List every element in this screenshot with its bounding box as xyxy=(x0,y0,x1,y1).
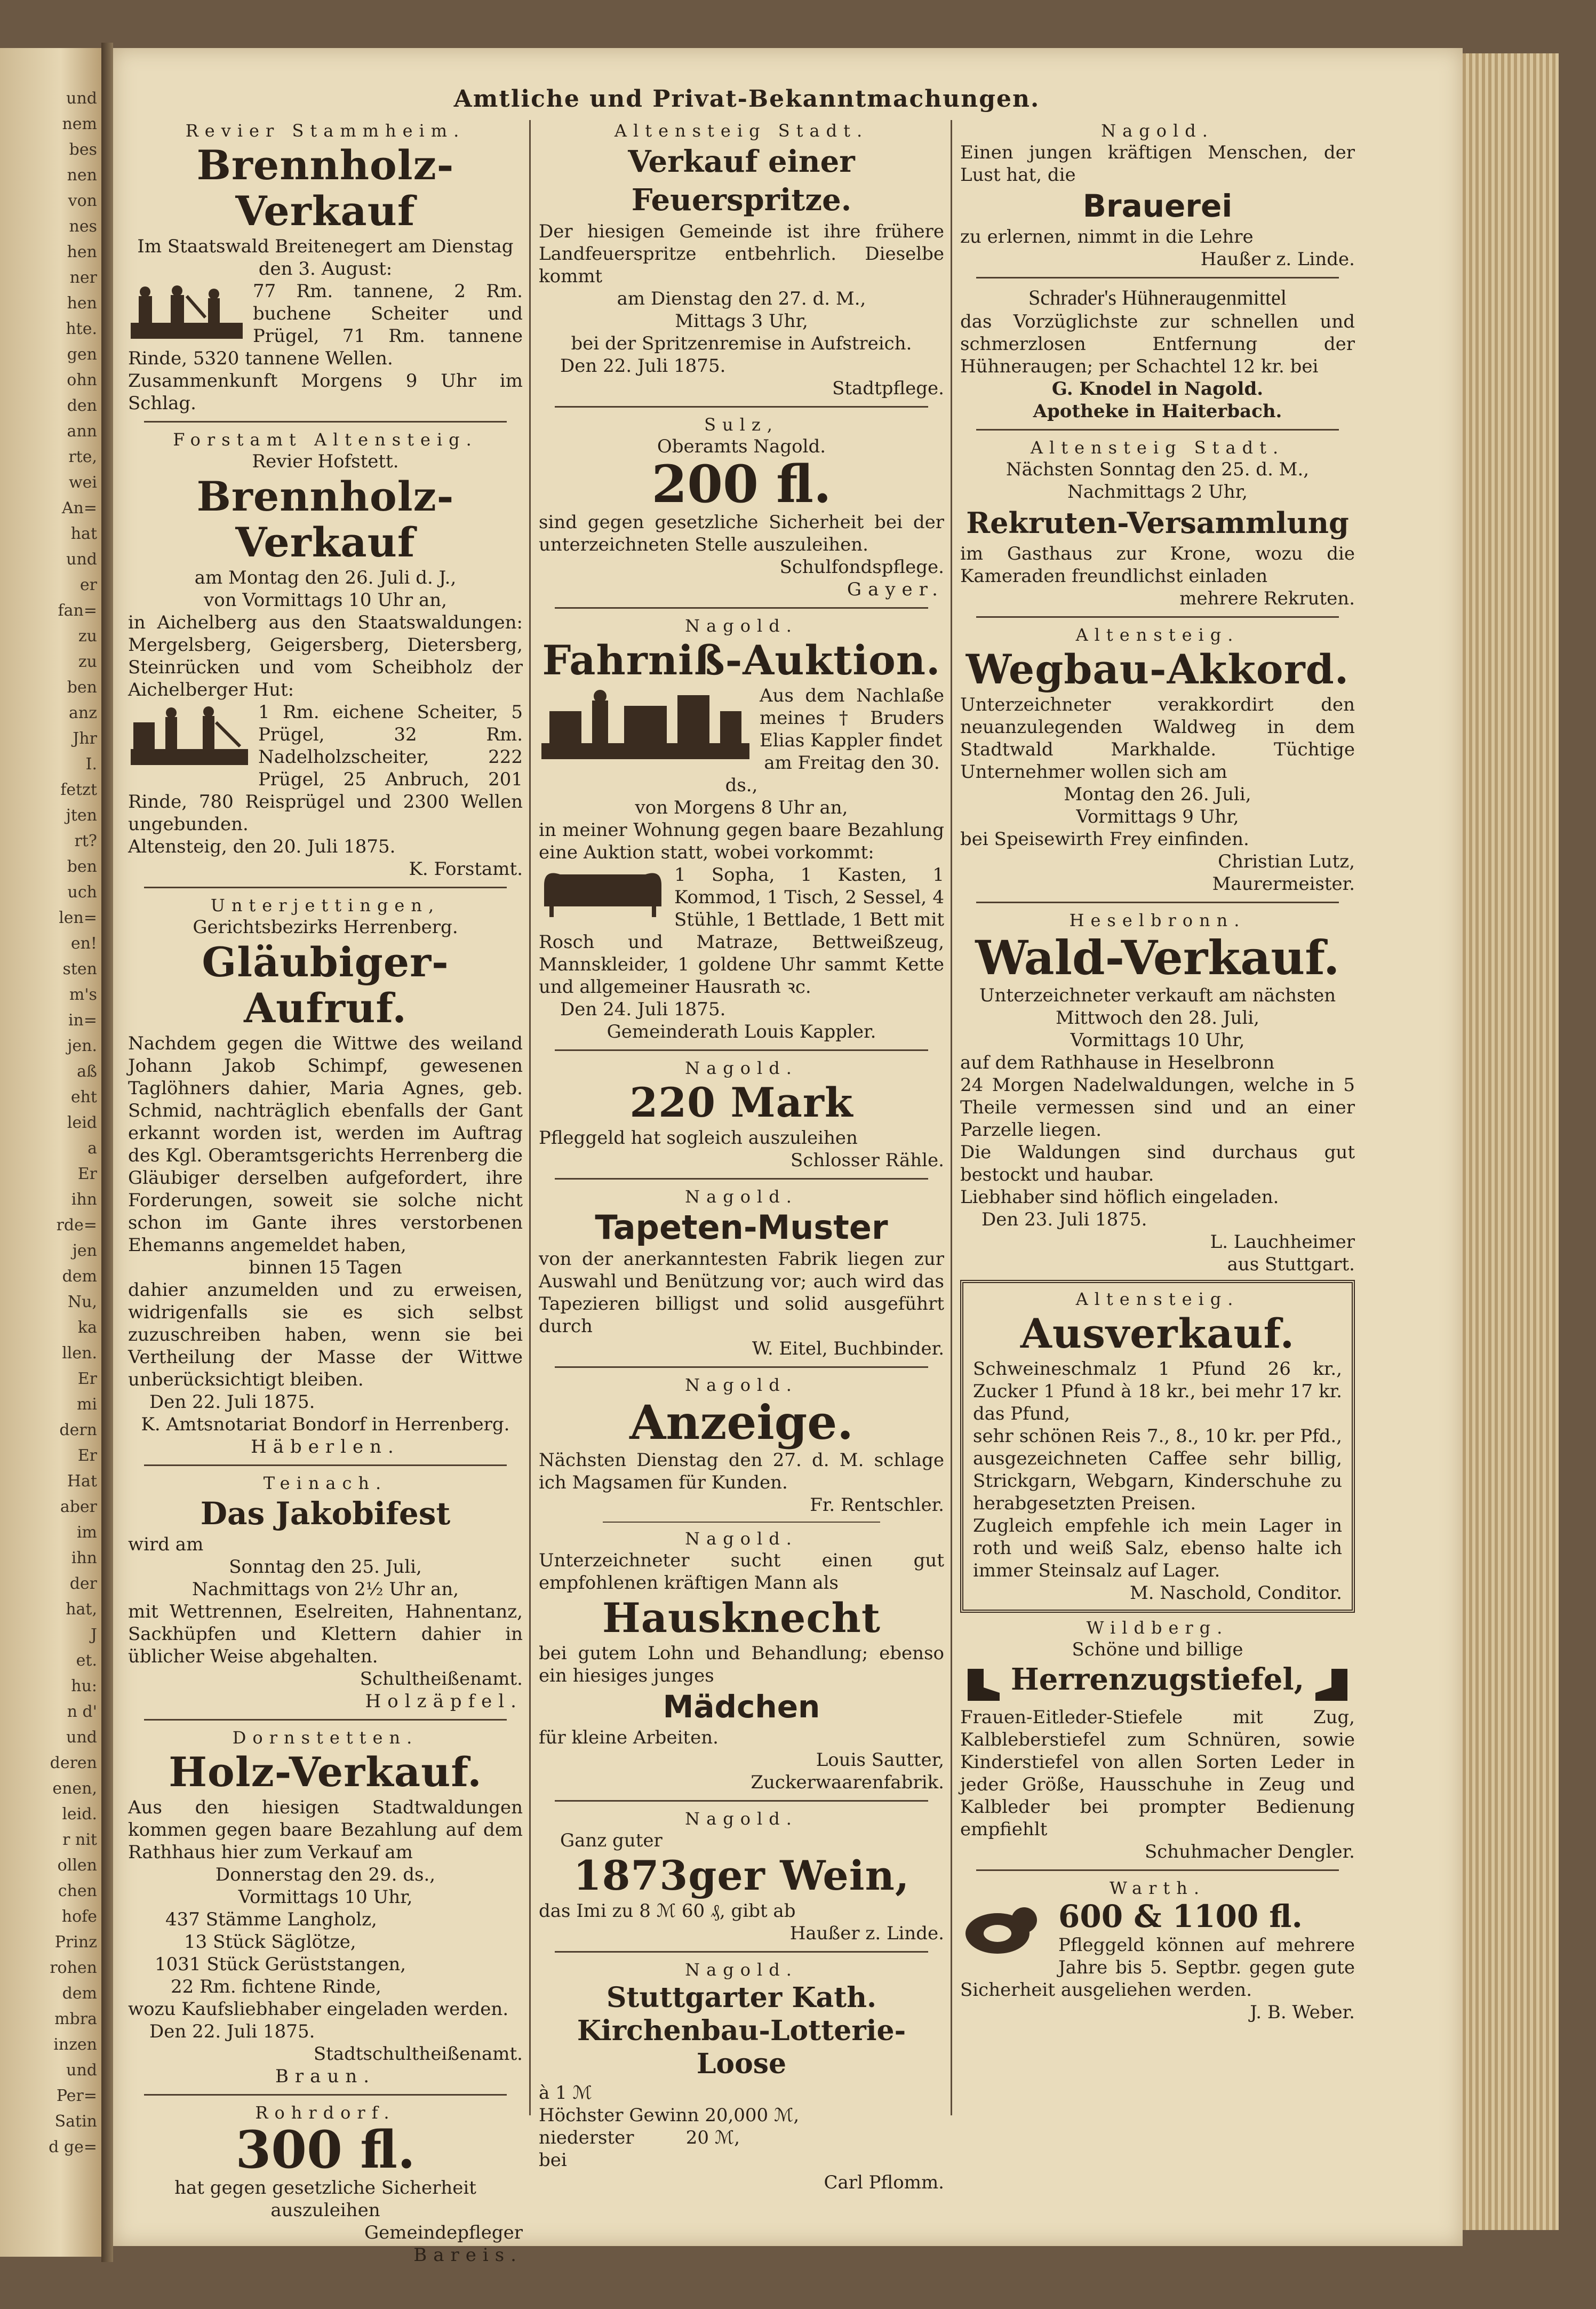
left-page-text-fragment: und xyxy=(66,89,97,108)
ad-title: Stuttgarter Kath. Kirchenbau-Lotterie-Loose xyxy=(577,1981,906,2080)
left-page-text-fragment: Nu, xyxy=(67,1293,97,1311)
ad-text: Nachmittags 2 Uhr, xyxy=(1067,481,1248,503)
divider xyxy=(976,277,1339,278)
left-page-text-fragment: anz xyxy=(68,704,97,722)
ad-text: Ganz guter xyxy=(560,1830,663,1851)
ad-text: Unterzeichneter verkauft am nächsten xyxy=(979,985,1336,1006)
ad-date: Den 22. Juli 1875. xyxy=(149,1391,315,1413)
ad-time: von Vormittags 10 Uhr an, xyxy=(204,590,447,611)
left-page-text-fragment: d ge= xyxy=(49,2138,97,2156)
ad-text: am Dienstag den 27. d. M., xyxy=(617,288,866,309)
divider xyxy=(555,1178,928,1180)
left-page-text-fragment: eht xyxy=(70,1088,97,1106)
left-page-text-fragment: gen xyxy=(67,345,97,364)
column-rule xyxy=(529,120,531,2115)
left-page-text-fragment: ner xyxy=(69,268,97,287)
column-2 xyxy=(539,120,944,2194)
ad-text: Donnerstag den 29. ds., xyxy=(215,1864,436,1885)
ad-date: Den 23. Juli 1875. xyxy=(981,1209,1147,1230)
left-page-text-fragment: rt? xyxy=(74,832,97,850)
ad-pfleggeld-warth xyxy=(960,1877,1355,2024)
woodcut-illustration xyxy=(128,280,245,344)
ad-subplace: Revier Hofstett. xyxy=(252,451,399,472)
left-page-text-fragment: deren xyxy=(50,1754,97,1772)
left-page-text-fragment: nes xyxy=(69,217,97,236)
ad-text: Einen jungen kräftigen Menschen, der Lust hat, die xyxy=(960,142,1355,186)
ad-place: Altensteig Stadt. xyxy=(614,121,869,141)
left-page-text-fragment: hen xyxy=(67,243,97,261)
ad-title: Gläubiger-Aufruf. xyxy=(202,938,449,1032)
left-page-text-fragment: Jhr xyxy=(73,729,97,748)
ad-text: Nachmittags von 2½ Uhr an, xyxy=(191,1579,459,1600)
ad-signature: Haußer z. Linde. xyxy=(1200,249,1355,270)
left-page-text-fragment: hen xyxy=(67,294,97,313)
ad-signature: Gemeindepfleger xyxy=(364,2222,523,2243)
ad-date: Den 24. Juli 1875. xyxy=(560,999,726,1020)
page-header: Amtliche und Privat-Bekanntmachungen. xyxy=(453,85,1040,113)
left-page-text-fragment: ohn xyxy=(67,371,97,389)
left-page-text-fragment: aß xyxy=(77,1062,97,1081)
ad-subplace: Oberamts Nagold. xyxy=(657,436,826,457)
left-page-text-fragment: uch xyxy=(67,883,97,902)
left-page-text-fragment: und xyxy=(66,2061,97,2080)
ad-signature: Gayer. xyxy=(847,579,944,600)
ad-text: Der hiesigen Gemeinde ist ihre frühere Landfeuerspritze entbehrlich. Dieselbe kommt xyxy=(539,221,944,287)
ad-herrenzugstiefel xyxy=(960,1617,1355,1871)
ad-signature: Christian Lutz, xyxy=(1218,851,1355,872)
left-page-text-fragment: zu xyxy=(78,627,97,646)
ad-text: Nachdem gegen die Wittwe des weiland Johann Jakob Schimpf, gewesenen Taglöhners dahier, Maria Agnes, geb. Schmid, nachträglich ebenfalls der Gant erkannt worden ist, werden im Auftrag des Kgl. Oberamtsgerichts Herrenberg die Gläubiger derselben aufgefordert, ihre Forderungen, soweit sie solche nicht schon im Gante ihres verstorbenen Ehemanns angemeldet haben, xyxy=(128,1033,523,1256)
ad-title: Mädchen xyxy=(663,1689,820,1725)
left-page-text-fragment: ann xyxy=(67,422,97,441)
ad-text: bei gutem Lohn und Behandlung; ebenso ein hiesiges junges xyxy=(539,1643,944,1686)
left-page-text-fragment: er xyxy=(79,576,97,594)
ad-place: Sulz, xyxy=(704,415,779,435)
ad-text: Mittwoch den 28. Juli, xyxy=(1056,1007,1259,1029)
left-page-text-fragment: J xyxy=(90,1626,97,1644)
ad-signature: Häberlen. xyxy=(251,1436,400,1458)
ad-signature: aus Stuttgart. xyxy=(1227,1254,1355,1275)
ad-text: niederster 20 ℳ, xyxy=(539,2127,740,2148)
left-page-text-fragment: Per= xyxy=(56,2087,97,2105)
ad-anzeige xyxy=(539,1374,944,1523)
ad-text: binnen 15 Tagen xyxy=(249,1257,402,1278)
ad-text: im Gasthaus zur Krone, wozu die Kameraden freundlichst einladen xyxy=(960,543,1355,587)
ad-text: Aus dem Nachlaße meines † Bruders Elias Kappler findet xyxy=(760,685,944,751)
left-page-text-fragment: inzen xyxy=(53,2035,97,2054)
ad-text: 1 Rm. eichene Scheiter, 5 Prügel, 32 Rm. Nadelholzscheiter, 222 Prügel, 25 Anbruch, 201 Rinde, 780 Reisprügel und 2300 Wellen ungebunden. xyxy=(128,702,523,835)
left-page-text-fragment: ka xyxy=(77,1318,97,1337)
left-page-text-fragment: sten xyxy=(62,960,97,978)
ad-place: Revier Stammheim. xyxy=(185,121,466,141)
ad-signature: Holzäpfel. xyxy=(365,1691,523,1712)
left-page-text-fragment: rde= xyxy=(56,1216,97,1235)
left-page-text-fragment: dern xyxy=(59,1421,97,1439)
divider xyxy=(603,1522,880,1523)
ad-title: Herrenzugstiefel, xyxy=(1010,1662,1305,1697)
divider xyxy=(555,1951,928,1953)
left-page-text-fragment: wei xyxy=(68,473,97,492)
divider xyxy=(555,406,928,408)
left-page-text-fragment: leid xyxy=(67,1113,97,1132)
ad-title: Anzeige. xyxy=(629,1395,853,1450)
ad-signature: Fr. Rentschler. xyxy=(810,1494,944,1516)
left-page-text-fragment: jen xyxy=(72,1241,97,1260)
column-3 xyxy=(960,120,1355,2024)
left-page-text-fragment: nem xyxy=(62,115,97,133)
left-page-text-fragment: llen. xyxy=(62,1344,97,1363)
left-page-text-fragment: r nit xyxy=(62,1830,97,1849)
ad-place: Nagold. xyxy=(685,616,798,636)
ad-date: Den 22. Juli 1875. xyxy=(149,2021,315,2042)
ad-title: Ausverkauf. xyxy=(1020,1310,1295,1357)
left-page-text-fragment: hu: xyxy=(71,1677,97,1695)
ad-text: bei der Spritzenremise in Aufstreich. xyxy=(571,333,912,354)
left-page-text-fragment: hofe xyxy=(61,1907,97,1926)
ad-text: das Imi zu 8 ℳ 60 ₰, gibt ab xyxy=(539,1900,796,1922)
left-page-text-fragment: Er xyxy=(77,1165,97,1183)
page-edges xyxy=(1463,53,1559,2230)
left-page-text-fragment: jen. xyxy=(67,1037,97,1055)
ad-text: Sonntag den 25. Juli, xyxy=(229,1556,422,1578)
ad-text: G. Knodel in Nagold. xyxy=(1051,378,1264,400)
left-page-text-fragment: und xyxy=(66,550,97,569)
ad-text: sehr schönen Reis 7., 8., 10 kr. per Pfd., ausgezeichneten Caffee sehr billig, Strickgarn, Webgarn, Kinderschuhe zu herabgesetzten Preisen. xyxy=(973,1426,1342,1514)
ad-text: hat gegen gesetzliche Sicherheit auszuleihen xyxy=(174,2177,476,2221)
left-page-text-fragment: An= xyxy=(61,499,97,517)
ad-signature: J. B. Weber. xyxy=(1250,2002,1355,2023)
ad-text: Höchster Gewinn 20,000 ℳ, xyxy=(539,2105,800,2126)
ad-place: Wildberg. xyxy=(1086,1618,1229,1638)
left-page-text-fragment: m's xyxy=(69,985,97,1004)
left-page-text-fragment: ihn xyxy=(71,1549,97,1567)
ad-place: Nagold. xyxy=(685,1058,798,1078)
ad-text: Pfleggeld können auf mehrere Jahre bis 5. Septbr. gegen gute Sicherheit ausgeliehen werden. xyxy=(960,1934,1355,2001)
ad-text: in Aichelberg aus den Staatswaldungen: Mergelsberg, Geigersberg, Dietersberg, Steinrücken und vom Scheibholz der Aichelberger Hut: xyxy=(128,612,523,700)
left-page-text-fragment: mi xyxy=(76,1395,97,1414)
left-page-text-fragment: der xyxy=(69,1574,97,1593)
ad-text: Die Waldungen sind durchaus gut bestockt und haubar. xyxy=(960,1142,1355,1185)
left-page-text-fragment: leid. xyxy=(62,1805,97,1824)
ad-text: Vormittags 10 Uhr, xyxy=(238,1886,413,1908)
woodcut-illustration xyxy=(128,701,251,770)
sofa-icon xyxy=(539,864,667,922)
divider xyxy=(144,887,507,888)
ad-title: Brauerei xyxy=(1082,188,1233,224)
ad-amount: 300 fl. xyxy=(235,2120,416,2180)
boot-icon xyxy=(962,1663,1005,1706)
ad-brennholz-stammheim xyxy=(128,120,523,423)
left-page-text-fragment: ben xyxy=(67,857,97,876)
ad-text: Apotheke in Haiterbach. xyxy=(1033,401,1282,422)
left-page-text-fragment: zu xyxy=(78,652,97,671)
divider xyxy=(976,616,1339,618)
ad-item: 22 Rm. fichtene Rinde, xyxy=(171,1976,381,1997)
column-1 xyxy=(128,120,523,2266)
ad-signature: Braun. xyxy=(275,2066,376,2087)
ad-date: am Montag den 26. Juli d. J., xyxy=(194,567,457,588)
ad-signature: mehrere Rekruten. xyxy=(1179,588,1355,609)
ad-place: Rohrdorf. xyxy=(255,2103,396,2123)
ad-title: Rekruten-Versammlung xyxy=(966,506,1349,540)
ad-text: Nächsten Dienstag den 27. d. M. schlage ich Magsamen für Kunden. xyxy=(539,1450,944,1493)
left-page-text-fragment: Er xyxy=(77,1370,97,1388)
left-page-text-fragment: en! xyxy=(70,934,97,953)
ad-item: 13 Stück Säglötze, xyxy=(184,1931,356,1953)
ad-text: Schweineschmalz 1 Pfund 26 kr., Zucker 1 Pfund à 18 kr., bei mehr 17 kr. das Pfund, xyxy=(973,1358,1342,1424)
ad-signature: Stadtpflege. xyxy=(832,378,944,399)
left-page-text-fragment: a xyxy=(87,1139,97,1158)
ad-signature: Zuckerwaarenfabrik. xyxy=(751,1772,944,1793)
ad-text: Vormittags 9 Uhr, xyxy=(1076,806,1239,827)
ad-text: à 1 ℳ xyxy=(539,2082,592,2104)
left-page-text-fragment: ihn xyxy=(71,1190,97,1209)
ad-title: Verkauf einer Feuerspritze. xyxy=(628,144,855,218)
ad-brennholz-hofstett xyxy=(128,429,523,888)
ad-title: Hausknecht xyxy=(602,1594,881,1642)
ad-title: Fahrniß-Auktion. xyxy=(542,636,941,684)
ad-place: Altensteig Stadt. xyxy=(1030,437,1285,458)
ad-item: 437 Stämme Langholz, xyxy=(165,1909,377,1930)
ad-text: 24 Morgen Nadelwaldungen, welche in 5 Theile vermessen sind und an einer Parzelle liegen. xyxy=(960,1074,1355,1141)
divider xyxy=(144,1464,507,1466)
left-page-text-fragment: nen xyxy=(67,166,97,185)
divider xyxy=(976,1869,1339,1871)
divider xyxy=(976,429,1339,431)
left-page-text-fragment: hat, xyxy=(66,1600,97,1619)
title-row xyxy=(960,1661,1355,1706)
left-page-text-fragment: im xyxy=(76,1523,97,1542)
left-page-text-fragment: et. xyxy=(76,1651,97,1670)
ad-text: 77 Rm. tannene, 2 Rm. buchene Scheiter und Prügel, 71 Rm. tannene Rinde, 5320 tannene Wellen. xyxy=(128,281,523,369)
ad-signature: Bareis. xyxy=(413,2244,523,2266)
ad-text: von der anerkanntesten Fabrik liegen zur Auswahl und Benützung vor; auch wird das Tapezieren billigst und solid ausgeführt durch xyxy=(539,1248,944,1337)
ad-hausknecht xyxy=(539,1528,944,1802)
ad-fahrniss-auktion xyxy=(539,615,944,1051)
ad-text: Aus den hiesigen Stadtwaldungen kommen gegen baare Bezahlung auf dem Rathhaus hier zum Verkauf am xyxy=(128,1797,523,1863)
left-page-text-fragment: rohen xyxy=(50,1958,97,1977)
ad-jakobifest xyxy=(128,1472,523,1721)
left-page-text-fragment: n d' xyxy=(67,1702,97,1721)
left-page-text-fragment: in= xyxy=(68,1011,97,1030)
woodcut-illustration xyxy=(539,684,752,765)
ad-title: Brennholz-Verkauf xyxy=(196,141,454,235)
ad-text: Zusammenkunft Morgens 9 Uhr im Schlag. xyxy=(128,370,523,414)
ad-signature: Louis Sautter, xyxy=(816,1749,944,1771)
ad-place: Nagold. xyxy=(685,1187,798,1207)
divider xyxy=(144,1719,507,1721)
ad-feuerspritze xyxy=(539,120,944,408)
ad-text: dahier anzumelden und zu erweisen, widrigenfalls sie es sich selbst zuzuschreiben haben, wenn sie bei Vertheilung der Masse der Wittwe unberücksichtigt bleiben. xyxy=(128,1279,523,1390)
ad-signature: Maurermeister. xyxy=(1212,873,1355,895)
ad-date: Den 22. Juli 1875. xyxy=(560,355,726,377)
ad-text: Montag den 26. Juli, xyxy=(1064,784,1251,805)
ad-rohrdorf xyxy=(128,2102,523,2266)
ad-title: Holz-Verkauf. xyxy=(169,1748,482,1796)
left-page-text-fragment: den xyxy=(67,396,97,415)
left-page-text-fragment: dem xyxy=(62,1984,97,2003)
ad-text: für kleine Arbeiten. xyxy=(539,1727,719,1748)
ad-subplace: Schöne und billige xyxy=(1072,1639,1243,1660)
ad-place: Nagold. xyxy=(685,1528,798,1549)
left-page-edge xyxy=(0,48,101,2257)
divider xyxy=(144,2094,507,2096)
divider xyxy=(976,902,1339,903)
ad-amount: 200 fl. xyxy=(651,454,832,514)
ad-text: wozu Kaufsliebhaber eingeladen werden. xyxy=(128,1999,509,2020)
ad-place: Heselbronn. xyxy=(1069,910,1246,930)
ad-holz-verkauf xyxy=(128,1727,523,2096)
ad-text: das Vorzüglichste zur schnellen und schmerzlosen Entfernung der Hühneraugen; per Schachtel 12 kr. bei xyxy=(960,311,1355,377)
left-page-text-fragment: rte, xyxy=(68,448,97,466)
left-page-text-fragment: Hat xyxy=(67,1472,97,1491)
ad-signature: Gemeinderath Louis Kappler. xyxy=(607,1021,876,1042)
left-page-text-fragment: enen, xyxy=(52,1779,97,1798)
ad-text: Im Staatswald Breitenegert am Dienstag den 3. August: xyxy=(137,236,514,280)
left-page-text-fragment: fetzt xyxy=(60,781,97,799)
ad-title: 1873ger Wein, xyxy=(573,1852,910,1899)
ad-hueneraugenmittel xyxy=(960,285,1355,431)
boot-icon xyxy=(1310,1663,1353,1706)
ad-signature: W. Eitel, Buchbinder. xyxy=(752,1338,944,1359)
ad-sulz xyxy=(539,414,944,609)
left-page-text-fragment: Er xyxy=(77,1446,97,1465)
ad-text: Nächsten Sonntag den 25. d. M., xyxy=(1006,459,1310,480)
ad-place: Nagold. xyxy=(685,1960,798,1980)
ad-title: Schrader's Hühneraugenmittel xyxy=(1028,285,1287,309)
divider xyxy=(555,1366,928,1368)
ad-place: Forstamt Altensteig. xyxy=(173,429,478,450)
ad-signature: Stadtschultheißenamt. xyxy=(313,2043,523,2065)
ad-title: Wegbau-Akkord. xyxy=(965,646,1350,693)
ad-text: am Freitag den 30. ds., xyxy=(725,752,940,796)
ad-signature: Haußer z. Linde. xyxy=(789,1923,944,1944)
left-page-text-fragment: und xyxy=(66,1728,97,1747)
ad-rekruten xyxy=(960,437,1355,618)
ad-signature: Schulfondspflege. xyxy=(779,556,944,578)
ad-place: Unterjettingen, xyxy=(210,895,441,915)
ad-place: Nagold. xyxy=(685,1809,798,1829)
ad-title: Brennholz-Verkauf xyxy=(196,473,454,566)
left-page-text-fragment: von xyxy=(68,192,97,210)
ad-text: Pfleggeld hat sogleich auszuleihen xyxy=(539,1127,858,1149)
ad-text: Unterzeichneter sucht einen gut empfohlenen kräftigen Mann als xyxy=(539,1550,944,1594)
left-page-text-fragment: ollen xyxy=(57,1856,97,1875)
ad-text: bei xyxy=(539,2149,567,2171)
ad-signature: K. Forstamt. xyxy=(409,858,523,880)
ad-place: Altensteig. xyxy=(1075,1289,1240,1309)
ad-wald-verkauf xyxy=(960,910,1355,1276)
left-page-text-fragment: dem xyxy=(62,1267,97,1286)
ad-wein xyxy=(539,1808,944,1953)
ad-place: Nagold. xyxy=(685,1375,798,1395)
ad-title: Das Jakobifest xyxy=(200,1495,451,1532)
ad-220-mark xyxy=(539,1057,944,1180)
ad-lotterie xyxy=(539,1959,944,2194)
left-page-text-fragment: ben xyxy=(67,678,97,697)
ad-place: Nagold. xyxy=(1101,121,1214,141)
ad-subplace: Gerichtsbezirks Herrenberg. xyxy=(193,917,458,938)
ad-text: sind gegen gesetzliche Sicherheit bei der unterzeichneten Stelle auszuleihen. xyxy=(539,512,944,555)
column-rule xyxy=(951,120,952,2115)
left-page-text-fragment: jten xyxy=(66,806,97,825)
ad-wegbau xyxy=(960,624,1355,903)
ad-brauerei xyxy=(960,120,1355,278)
ad-signature: Altensteig, den 20. Juli 1875. xyxy=(128,836,396,857)
ad-text: Liebhaber sind höflich eingeladen. xyxy=(960,1187,1279,1208)
book-gutter xyxy=(101,43,113,2262)
ad-item: 1031 Stück Gerüststangen, xyxy=(155,1954,406,1975)
ad-signature: Schuhmacher Dengler. xyxy=(1144,1841,1355,1862)
ad-place: Altensteig. xyxy=(1075,625,1240,645)
ad-text: Unterzeichneter verakkordirt den neuanzulegenden Waldweg in dem Stadtwald Markhalde. Tüchtige Unternehmer wollen sich am xyxy=(960,694,1355,783)
ad-signature: Schlosser Rähle. xyxy=(790,1150,944,1171)
left-page-text-fragment: bes xyxy=(69,140,97,159)
left-page-text-fragment: mbra xyxy=(54,2010,97,2028)
ad-tapeten-muster xyxy=(539,1186,944,1368)
ad-title: Wald-Verkauf. xyxy=(975,930,1340,985)
ad-ausverkauf xyxy=(960,1280,1355,1613)
ad-signature: K. Amtsnotariat Bondorf in Herrenberg. xyxy=(141,1414,510,1435)
ad-text: in meiner Wohnung gegen baare Bezahlung eine Auktion statt, wobei vorkommt: xyxy=(539,819,944,863)
ad-signature: M. Naschold, Conditor. xyxy=(1129,1582,1342,1604)
divider xyxy=(144,421,507,423)
ad-place: Warth. xyxy=(1109,1878,1206,1898)
left-page-text-fragment: hte. xyxy=(66,320,97,338)
ad-text: Vormittags 10 Uhr, xyxy=(1070,1030,1245,1051)
left-page-text-fragment: chen xyxy=(58,1882,97,1900)
ad-text: auf dem Rathhause in Heselbronn xyxy=(960,1052,1275,1073)
ad-text: von Morgens 8 Uhr an, xyxy=(635,797,848,818)
ad-text: Zugleich empfehle ich mein Lager in roth und weiß Salz, ebenso halte ich immer Steinsalz auf Lager. xyxy=(973,1515,1342,1581)
ad-place: Dornstetten. xyxy=(232,1727,419,1748)
ad-signature: Carl Pflomm. xyxy=(824,2172,944,2193)
ad-signature: Schultheißenamt. xyxy=(360,1668,523,1690)
divider xyxy=(555,1800,928,1802)
ad-text: Mittags 3 Uhr, xyxy=(675,310,808,332)
ad-text: Frauen-Eitleder-Stiefele mit Zug, Kalbleberstiefel zum Schnüren, sowie Kinderstiefel von allen Sorten Leder in jeder Größe, Hausschuhe in Zeug und Kalbleder bei prompter Bedienung empfiehlt xyxy=(960,1707,1355,1840)
ad-title: 600 & 1100 fl. xyxy=(1058,1898,1303,1934)
left-page-text-fragment: len= xyxy=(59,909,97,927)
ad-amount: 220 Mark xyxy=(629,1079,853,1126)
ad-text: mit Wettrennen, Eselreiten, Hahnentanz, Sackhüpfen und Klettern dahier in üblicher Weise abgehalten. xyxy=(128,1601,523,1667)
left-page-text-fragment: aber xyxy=(60,1498,97,1516)
ad-text: 1 Sopha, 1 Kasten, 1 Kommod, 1 Tisch, 2 Sessel, 4 Stühle, 1 Bettlade, 1 Bett mit Rosch und Matraze, Bettweißzeug, Mannskleider, 1 goldene Uhr sammt Kette und allgemeiner Hausrath ꝛc. xyxy=(539,864,944,998)
divider xyxy=(555,1049,928,1051)
left-page-text-fragment: fan= xyxy=(58,601,97,620)
left-page-text-fragment: Satin xyxy=(54,2112,97,2131)
ad-text: zu erlernen, nimmt in die Lehre xyxy=(960,226,1254,248)
divider xyxy=(555,607,928,609)
money-bag-icon xyxy=(960,1899,1051,1957)
ad-place: Teinach. xyxy=(263,1473,388,1493)
left-page-text-fragment: Prinz xyxy=(54,1933,97,1952)
ad-title: Tapeten-Muster xyxy=(595,1208,888,1247)
ad-text: wird am xyxy=(128,1534,204,1555)
ad-glaeubiger-aufruf xyxy=(128,895,523,1466)
left-page-text-fragment: I. xyxy=(85,755,97,774)
left-page-text-fragment: hat xyxy=(70,524,97,543)
ad-text: bei Speisewirth Frey einfinden. xyxy=(960,829,1249,850)
ad-signature: L. Lauchheimer xyxy=(1210,1231,1355,1253)
